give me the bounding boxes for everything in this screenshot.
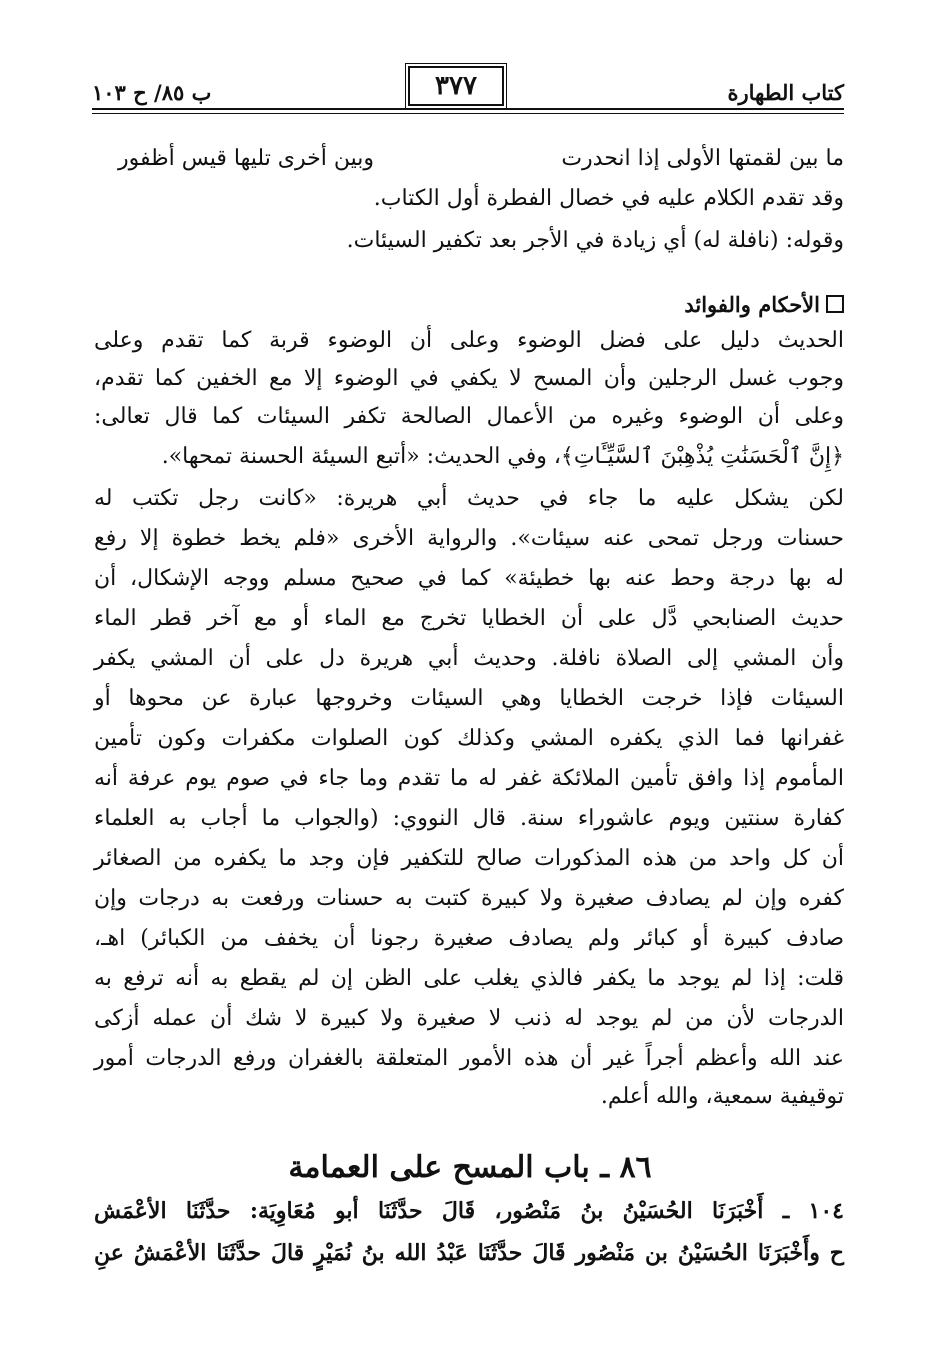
body-line: حديث الصنابحي دَّل على أن الخطايا تخرج مع الماء أو مع آخر قطر الماء	[94, 606, 844, 631]
body-line: غفرانها فما الذي يكفره المشي وكذلك كون الصلوات مكفرات وكون تأمين	[94, 726, 844, 751]
body-line: قلت: إذا لم يوجد ما يكفر فالذي يغلب على الظن إن لم يقطع به أنه ترفع به	[94, 966, 844, 991]
book-title: كتاب الطهارة	[727, 80, 844, 105]
body-line: السيئات فإذا خرجت الخطايا وهي السيئات وخروجها عبارة عن محوها أو	[94, 686, 844, 711]
body-line: كفارة سنتين ويوم عاشوراء سنة. قال النووي: (والجواب ما أجاب به العلماء	[94, 806, 844, 831]
body-line: وجوب غسل الرجلين وأن المسح لا يكفي في الوضوء إلا مع الخفين كما تقدم،	[94, 366, 844, 391]
verse-first-hemistich: ما بين لقمتها الأولى إذا انحدرت	[561, 146, 844, 171]
body-line: الحديث دليل على فضل الوضوء وعلى أن الوضوء قربة كما تقدم وعلى	[94, 328, 844, 353]
body-line: المأموم إذا وافق تأمين الملائكة غفر له ما تقدم وما جاء في صوم يوم عرفة أنه	[94, 766, 844, 791]
body-line: أن كل واحد من هذه المذكورات صالح للتكفير فإن وجد ما يكفره من الصغائر	[94, 846, 844, 871]
body-line: وعلى أن الوضوء وغيره من الأعمال الصالحة تكفر السيئات كما قال تعالى:	[94, 404, 844, 429]
intro-line: وقوله: (نافلة له) أي زيادة في الأجر بعد تكفير السيئات.	[346, 228, 844, 253]
checkbox-square-icon	[826, 295, 844, 313]
hadith-line: ح وأَخْبَرَنَا الحُسَيْنُ بن مَنْصُور قَالَ حدَّثَنَا عَبْدُ الله بنُ نُمَيْرٍ قالَ حدَّثَنَا الأعْمَشُ عنِ	[94, 1240, 844, 1266]
hadith-line: ١٠٤ ـ أَخْبَرَنَا الحُسَيْنُ بنُ مَنْصُور، قَالَ حدَّثَنَا أبو مُعَاوِيَة: حدَّثَنَا الأعْمَش	[94, 1198, 844, 1224]
body-line: توقيفية سمعية، والله أعلم.	[600, 1084, 844, 1109]
body-line: ﴿إِنَّ ٱلْحَسَنَٰتِ يُذْهِبْنَ ٱلسَّيِّـَٔاتِ﴾، وفي الحديث: «أتبع السيئة الحسنة تمحها».	[161, 444, 844, 469]
body-line: له بها درجة وحط عنه بها خطيئة» كما في صحيح مسلم ووجه الإشكال، أن	[94, 566, 844, 591]
header-rule	[92, 108, 844, 110]
body-line: صادف كبيرة أو كبائر ولم يصادف صغيرة رجونا أن يخفف من الكبائر) اهـ،	[94, 926, 844, 951]
chapter-reference: ب ٨٥/ ح ١٠٣	[92, 80, 212, 105]
running-header	[92, 66, 844, 110]
body-line: الدرجات لأن من لم يوجد له ذنب لا صغيرة ولا كبيرة لا شك أن عمله أزكى	[94, 1006, 844, 1031]
body-line: كفره وإن لم يصادف صغيرة ولا كبيرة كتبت به حسنات ورفعت به درجات وإن	[94, 886, 844, 911]
page-number: ٣٧٧	[408, 66, 504, 106]
chapter-title: ٨٦ ـ باب المسح على العمامة	[288, 1150, 652, 1185]
body-line: لكن يشكل عليه ما جاء في حديث أبي هريرة: «كانت رجل تكتب له	[94, 486, 844, 511]
body-line: حسنات ورجل تمحى عنه سيئات». والرواية الأخرى «فلم يخط خطوة إلا رفع	[94, 526, 844, 551]
header-rule-thin	[92, 113, 844, 114]
body-line: عند الله وأعظم أجراً غير أن هذه الأمور المتعلقة بالغفران ورفع الدرجات أمور	[94, 1046, 844, 1071]
section-heading-text: الأحكام والفوائد	[684, 292, 820, 317]
section-heading	[684, 290, 844, 320]
verse-second-hemistich: وبين أخرى تليها قيس أظفور	[118, 146, 375, 171]
body-line: وأن المشي إلى الصلاة نافلة. وحديث أبي هريرة دل على أن المشي يكفر	[94, 646, 844, 671]
intro-line: وقد تقدم الكلام عليه في خصال الفطرة أول الكتاب.	[373, 186, 844, 211]
